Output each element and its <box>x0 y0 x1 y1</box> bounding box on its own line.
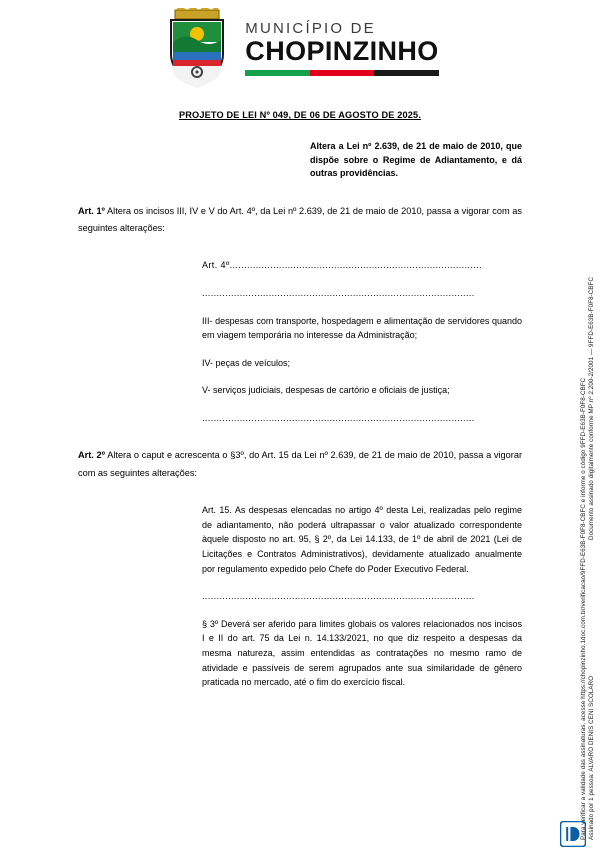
document-header <box>0 0 600 88</box>
page-title: PROJETO DE LEI Nº 049, DE 06 DE AGOSTO DE 2025. <box>178 110 422 120</box>
signed-by-text: Assinado por 1 pessoa: ALVARO DENIS CENI SCOLARO <box>588 675 595 840</box>
quote-line: Art. 15. As despesas elencadas no artigo 4º desta Lei, realizadas pelo regime de adiantamento, não poderá ultrapassar o valor atualizado correspondente àquele disposto no art. 95, § 2º, da Lei 14.133, de 1º de abril de 2021 (Lei de Licitações e Contratos Administrativos), devidamente atualizado anualmente por regulamento expedido pelo Chefe do Poder Executivo Federal. <box>202 505 522 574</box>
document-body <box>0 110 600 690</box>
brand-line-chopinzinho: CHOPINZINHO <box>245 35 439 66</box>
quote-block-2 <box>202 503 522 689</box>
onedoc-logo-icon <box>560 821 586 847</box>
brand-text <box>245 21 438 76</box>
quote-line: IV- peças de veículos; <box>202 357 291 368</box>
article-2-text: Altera o caput e acrescenta o §3º, do Art. 15 da Lei nº 2.639, de 21 de maio de 2010, passa a vigorar com as seguintes alterações: <box>78 450 523 479</box>
verification-code-text: Documento assinado digitalmente conforme MP nº 2.200-2/2001 — 9FFD-E63B-F0F8-CBFC <box>588 276 595 540</box>
quote-line: .............................................................................................. <box>202 591 475 602</box>
coat-of-arms-icon <box>161 8 233 88</box>
verify-url-text: Para verificar a validade das assinaturas, acesse https://chopinzinho.1doc.com.br/verificacao/9FFD-E63B-F0F8-CBFC e informe o código 9FFD-E63B-F0F8-CBFC <box>580 377 587 840</box>
quote-line: .............................................................................................. <box>202 287 475 298</box>
quote-line: III- despesas com transporte, hospedagem e alimentação de servidores quando em viagem temporária no interesse da Administração; <box>202 315 522 341</box>
quote-line: § 3º Deverá ser aferido para limites globais os valores relacionados nos incisos I e II do art. 75 da Lei n. 14.133/2021, no que diz respeito a despesas da mesma natureza, assim entendidas as contratações no mesmo ramo de atividade e passíveis de serem agrupados ante sua similaridade de gênero praticada no mercado, até o fim do exercício fiscal. <box>202 618 522 688</box>
quote-line: Art. 4º....................................................................................... <box>202 260 482 271</box>
brand-line-municipio: MUNICÍPIO DE <box>245 19 376 37</box>
article-2-label: Art. 2º <box>78 450 106 461</box>
digital-signature-strip <box>572 240 594 840</box>
article-1-paragraph <box>78 203 522 239</box>
article-2-paragraph <box>78 447 522 483</box>
quote-line: V- serviços judiciais, despesas de cartório e oficiais de justiça; <box>202 385 450 396</box>
ementa-paragraph: Altera a Lei nº 2.639, de 21 de maio de 2010, que dispõe sobre o Regime de Adiantamento, e dá outras providências. <box>310 141 522 178</box>
brand-color-bar <box>245 70 438 76</box>
quote-line: .............................................................................................. <box>202 412 475 423</box>
quote-block-1 <box>202 258 522 425</box>
article-1-label: Art. 1º <box>78 205 105 216</box>
article-1-text: Altera os incisos III, IV e V do Art. 4º, da Lei nº 2.639, de 21 de maio de 2010, passa a vigorar com as seguintes alterações: <box>78 205 522 234</box>
